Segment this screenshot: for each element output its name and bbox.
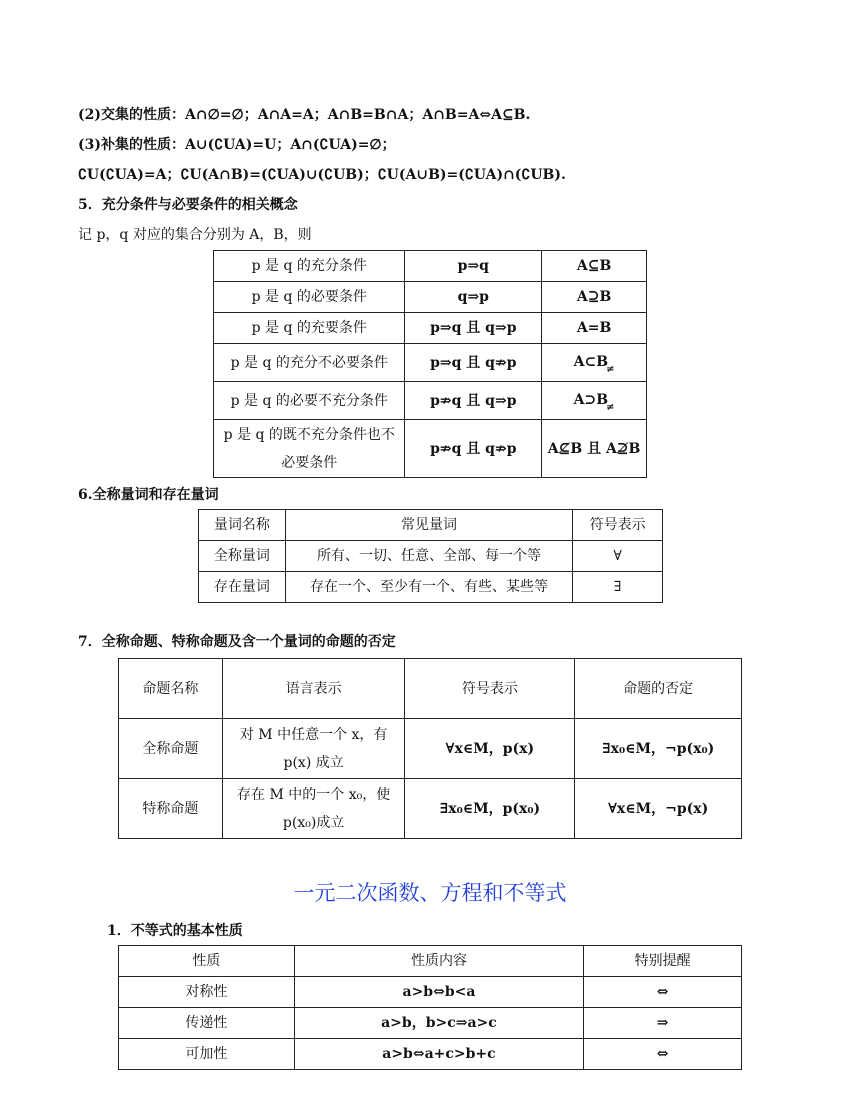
intro-5: 记 p，q 对应的集合分别为 A，B，则 [78, 227, 312, 243]
logic-cell: q⇒p [405, 282, 542, 313]
cond-cell: p 是 q 的既不充分条件也不必要条件 [214, 420, 405, 478]
header-cell: 命题的否定 [575, 659, 742, 719]
table-cell: 存在 M 中的一个 x₀，使 p(x₀)成立 [222, 779, 405, 839]
logic-cell: p⇏q 且 q⇒p [405, 382, 542, 420]
inequality-properties-table [118, 945, 742, 1070]
table-row [119, 779, 742, 839]
table-cell: ⇔ [584, 977, 742, 1008]
header-cell: 符号表示 [573, 510, 663, 541]
set-text: A⊃B [573, 391, 609, 408]
set-text: A⊂B [573, 353, 609, 370]
table-row [199, 572, 663, 603]
heading-5: 5．充分条件与必要条件的相关概念 [78, 197, 298, 213]
header-cell: 命题名称 [119, 659, 223, 719]
not-equal-sub: ≠ [606, 363, 615, 375]
heading-1: 1．不等式的基本性质 [107, 923, 243, 939]
table-cell: 所有、一切、任意、全部、每一个等 [285, 541, 572, 572]
header-cell: 常见量词 [285, 510, 572, 541]
header-cell: 量词名称 [199, 510, 286, 541]
cond-cell: p 是 q 的充要条件 [214, 313, 405, 344]
table-row [119, 1008, 742, 1039]
table-cell: a>b⇔b<a [294, 977, 584, 1008]
table-cell: ∀x∈M，¬p(x) [575, 779, 742, 839]
table-cell: 存在量词 [199, 572, 286, 603]
section-title: 一元二次函数、方程和不等式 [293, 881, 567, 905]
table-row [119, 977, 742, 1008]
table-cell: 传递性 [119, 1008, 295, 1039]
cond-cell: p 是 q 的必要不充分条件 [214, 382, 405, 420]
logic-cell: p⇒q [405, 251, 542, 282]
logic-cell: p⇒q 且 q⇏p [405, 344, 542, 382]
header-cell: 性质 [119, 946, 295, 977]
table-header-row [199, 510, 663, 541]
intersection-properties: (2)交集的性质：A∩∅=∅；A∩A=A；A∩B=B∩A；A∩B=A⇔A⊆B. [78, 107, 531, 123]
table-cell: a>b，b>c⇒a>c [294, 1008, 584, 1039]
table-row [214, 313, 647, 344]
header-cell: 特别提醒 [584, 946, 742, 977]
table-cell: 可加性 [119, 1039, 295, 1070]
not-equal-sub: ≠ [606, 401, 615, 413]
logic-cell: p⇒q 且 q⇒p [405, 313, 542, 344]
table-cell: ∃x₀∈M，p(x₀) [405, 779, 575, 839]
set-cell [542, 382, 647, 420]
cond-cell: p 是 q 的必要条件 [214, 282, 405, 313]
set-cell [542, 344, 647, 382]
negation-table [118, 658, 742, 839]
table-row [199, 541, 663, 572]
table-cell: ⇒ [584, 1008, 742, 1039]
table-cell: 对称性 [119, 977, 295, 1008]
table-row [214, 282, 647, 313]
table-cell: 存在一个、至少有一个、有些、某些等 [285, 572, 572, 603]
quantifier-table [198, 509, 663, 603]
header-cell: 性质内容 [294, 946, 584, 977]
table-cell: ∀ [573, 541, 663, 572]
heading-6: 6.全称量词和存在量词 [78, 487, 219, 503]
set-cell: A⊆B [542, 251, 647, 282]
table-row [214, 382, 647, 420]
cond-cell: p 是 q 的充分不必要条件 [214, 344, 405, 382]
table-row [214, 420, 647, 478]
table-row [119, 719, 742, 779]
table-row [214, 344, 647, 382]
set-cell: A⊇B [542, 282, 647, 313]
logic-cell: p⇏q 且 q⇏p [405, 420, 542, 478]
table-cell: 全称量词 [199, 541, 286, 572]
complement-properties-2: ∁U(∁UA)=A；∁U(A∩B)=(∁UA)∪(∁UB)；∁U(A∪B)=(∁UA)∩(∁UB). [78, 167, 566, 183]
table-cell: 对 M 中任意一个 x，有 p(x) 成立 [222, 719, 405, 779]
table-row [119, 1039, 742, 1070]
table-cell: ∃x₀∈M，¬p(x₀) [575, 719, 742, 779]
cond-cell: p 是 q 的充分条件 [214, 251, 405, 282]
condition-table [213, 250, 647, 478]
table-header-row [119, 659, 742, 719]
set-cell: A=B [542, 313, 647, 344]
set-cell: A⊈B 且 A⊉B [542, 420, 647, 478]
table-cell: 特称命题 [119, 779, 223, 839]
header-cell: 语言表示 [222, 659, 405, 719]
table-cell: ∀x∈M，p(x) [405, 719, 575, 779]
table-cell: ⇔ [584, 1039, 742, 1070]
heading-7: 7．全称命题、特称命题及含一个量词的命题的否定 [78, 634, 396, 650]
table-cell: a>b⇔a+c>b+c [294, 1039, 584, 1070]
table-row [214, 251, 647, 282]
table-cell: ∃ [573, 572, 663, 603]
table-header-row [119, 946, 742, 977]
table-cell: 全称命题 [119, 719, 223, 779]
complement-properties-1: (3)补集的性质：A∪(∁UA)=U；A∩(∁UA)=∅； [78, 137, 396, 153]
header-cell: 符号表示 [405, 659, 575, 719]
